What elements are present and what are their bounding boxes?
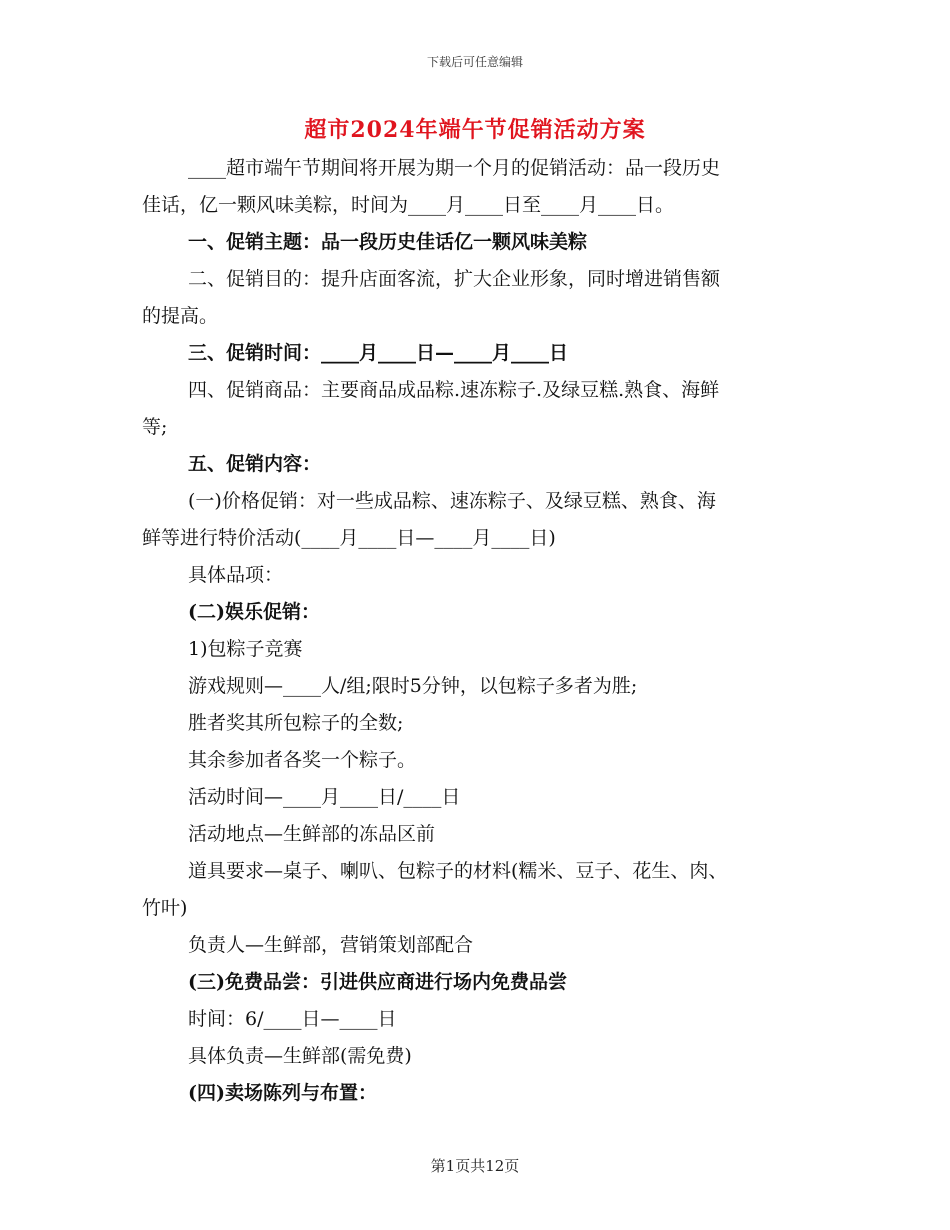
document-title: 超市2024年端午节促销活动方案 [304,117,646,143]
page-footer: 第1页共12页 [430,1157,520,1175]
paragraph: 鲜等进行特价活动(____月____日—____月____日) [142,527,556,549]
paragraph: 道具要求—桌子、喇叭、包粽子的材料(糯米、豆子、花生、肉、 [188,860,728,882]
paragraph: 具体负责—生鲜部(需免费) [188,1045,412,1067]
paragraph: (一)价格促销：对一些成品粽、速冻粽子、及绿豆糕、熟食、海 [188,490,716,512]
paragraph: 二、促销目的：提升店面客流，扩大企业形象，同时增进销售额 [188,268,721,290]
paragraph: 1)包粽子竞赛 [188,638,303,660]
paragraph: 等; [142,416,168,438]
paragraph: 的提高。 [142,305,219,327]
section-heading: 五、促销内容： [188,453,322,475]
paragraph: 游戏规则—____人/组;限时5分钟，以包粽子多者为胜; [188,675,638,697]
subsection-heading: (三)免费品尝：引进供应商进行场内免费品尝 [188,971,567,993]
section-heading: 一、促销主题：品一段历史佳话亿一颗风味美粽 [188,231,588,253]
paragraph: 具体品项： [188,564,284,586]
paragraph: 其余参加者各奖一个粽子。 [188,749,417,771]
paragraph: 负责人—生鲜部，营销策划部配合 [188,934,474,956]
paragraph: 四、促销商品：主要商品成品粽.速冻粽子.及绿豆糕.熟食、海鲜 [188,379,720,401]
subsection-heading: (四)卖场陈列与布置： [188,1082,377,1104]
paragraph: 活动地点—生鲜部的冻品区前 [188,823,436,845]
paragraph: ____超市端午节期间将开展为期一个月的促销活动：品一段历史 [188,157,721,179]
paragraph: 佳话，亿一颗风味美粽，时间为____月____日至____月____日。 [142,194,675,216]
paragraph: 胜者奖其所包粽子的全数; [188,712,404,734]
paragraph: 活动时间—____月____日/____日 [188,786,461,808]
section-heading: 三、促销时间：____月____日—____月____日 [188,342,569,364]
paragraph: 时间：6/____日—____日 [188,1008,397,1030]
header-note: 下载后可任意编辑 [426,55,523,69]
subsection-heading: (二)娱乐促销： [188,601,320,623]
document-body [142,150,810,1112]
paragraph: 竹叶) [142,897,188,919]
